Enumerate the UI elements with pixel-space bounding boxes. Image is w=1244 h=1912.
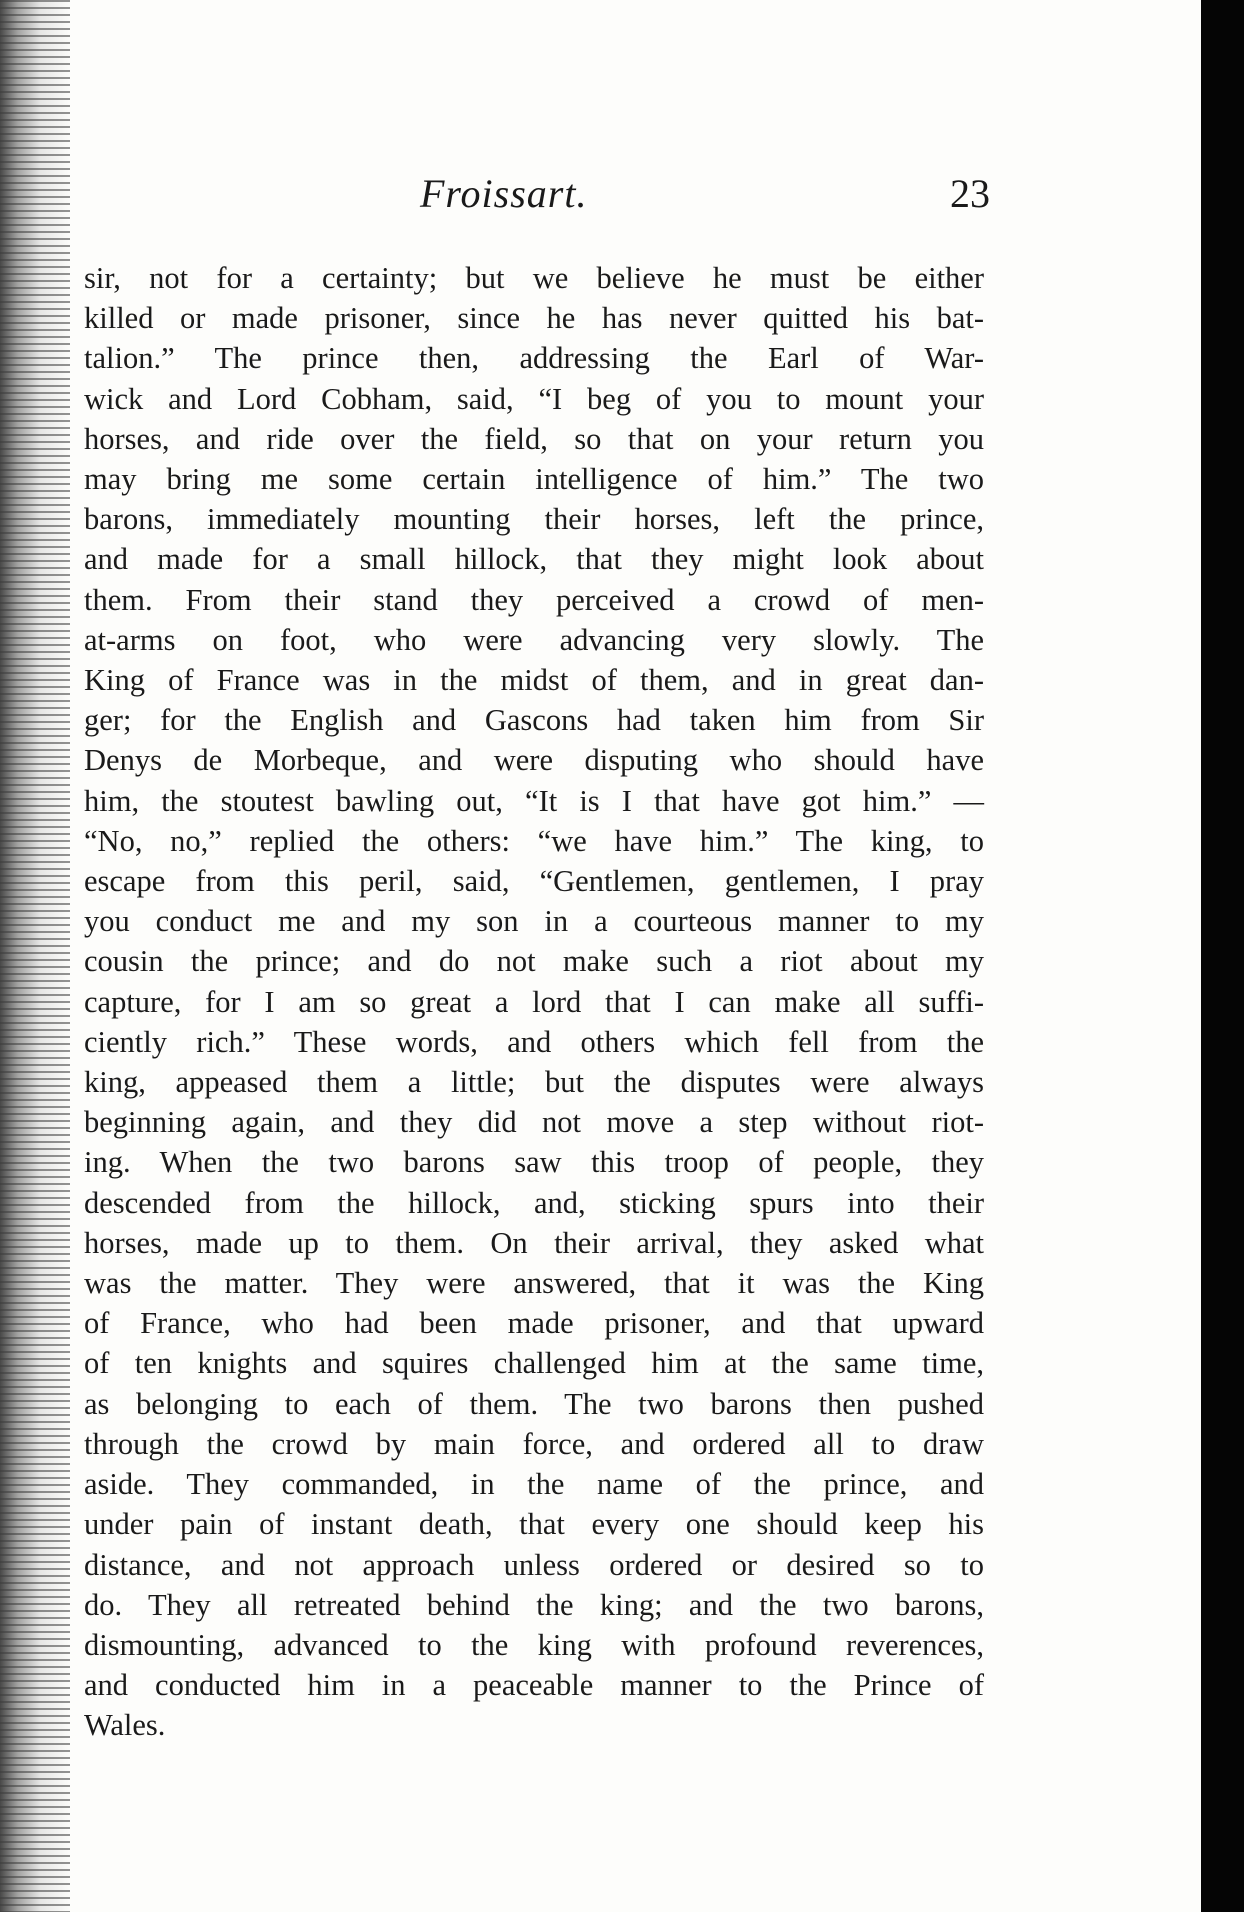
text-line: under pain of instant death, that every one should keep his — [84, 1507, 984, 1542]
text-line: you conduct me and my son in a courteous manner to my — [84, 904, 984, 939]
text-line: talion.” The prince then, addressing the Earl of War- — [84, 341, 984, 376]
text-line: as belonging to each of them. The two barons then pushed — [84, 1386, 984, 1421]
text-line: beginning again, and they did not move a step without riot- — [84, 1105, 984, 1140]
text-line: ing. When the two barons saw this troop of people, they — [84, 1145, 984, 1180]
text-line: Wales. — [84, 1708, 166, 1743]
text-line: may bring me some certain intelligence of him.” The two — [84, 462, 984, 497]
text-line: Denys de Morbeque, and were disputing who should have — [84, 743, 984, 778]
text-line: them. From their stand they perceived a crowd of men- — [84, 582, 984, 617]
text-line: and conducted him in a peaceable manner to the Prince of — [84, 1668, 984, 1703]
text-line: through the crowd by main force, and ordered all to draw — [84, 1426, 984, 1461]
text-line: aside. They commanded, in the name of the prince, and — [84, 1467, 984, 1502]
text-line: king, appeased them a little; but the disputes were always — [84, 1065, 984, 1100]
text-line: barons, immediately mounting their horses, left the prince, — [84, 502, 984, 537]
text-line: sir, not for a certainty; but we believe he must be either — [84, 261, 984, 295]
text-line: “No, no,” replied the others: “we have him.” The king, to — [84, 823, 984, 858]
text-line: ciently rich.” These words, and others which fell from the — [84, 1024, 984, 1059]
text-line: escape from this peril, said, “Gentlemen, gentlemen, I pray — [84, 864, 984, 899]
binding-edge — [0, 0, 70, 1912]
text-line: dismounting, advanced to the king with profound reverences, — [84, 1627, 984, 1662]
text-line: King of France was in the midst of them, and in great dan- — [84, 663, 984, 698]
text-line: wick and Lord Cobham, said, “I beg of you to mount your — [84, 381, 984, 416]
text-line: do. They all retreated behind the king; and the two barons, — [84, 1587, 984, 1622]
text-line: him, the stoutest bawling out, “It is I that have got him.” — — [84, 783, 984, 818]
text-line: of ten knights and squires challenged him at the same time, — [84, 1346, 984, 1381]
text-line: ger; for the English and Gascons had taken him from Sir — [84, 703, 984, 738]
running-head — [90, 170, 990, 230]
text-line: at-arms on foot, who were advancing very slowly. The — [84, 622, 984, 657]
text-line: cousin the prince; and do not make such a riot about my — [84, 944, 984, 979]
text-line: was the matter. They were answered, that it was the King — [84, 1266, 984, 1301]
text-line: horses, made up to them. On their arrival, they asked what — [84, 1225, 984, 1260]
text-line: killed or made prisoner, since he has never quitted his bat- — [84, 301, 984, 336]
page-number: 23 — [950, 171, 990, 216]
text-line: capture, for I am so great a lord that I can make all suffi- — [84, 984, 984, 1019]
scan-edge-strip — [1201, 0, 1244, 1912]
body-text — [84, 258, 984, 1746]
text-line: distance, and not approach unless ordered or desired so to — [84, 1547, 984, 1582]
text-line: horses, and ride over the field, so that on your return you — [84, 421, 984, 456]
running-title: Froissart. — [420, 171, 588, 216]
text-line: descended from the hillock, and, sticking spurs into their — [84, 1185, 984, 1220]
text-line: and made for a small hillock, that they might look about — [84, 542, 984, 577]
text-line: of France, who had been made prisoner, and that upward — [84, 1306, 984, 1341]
